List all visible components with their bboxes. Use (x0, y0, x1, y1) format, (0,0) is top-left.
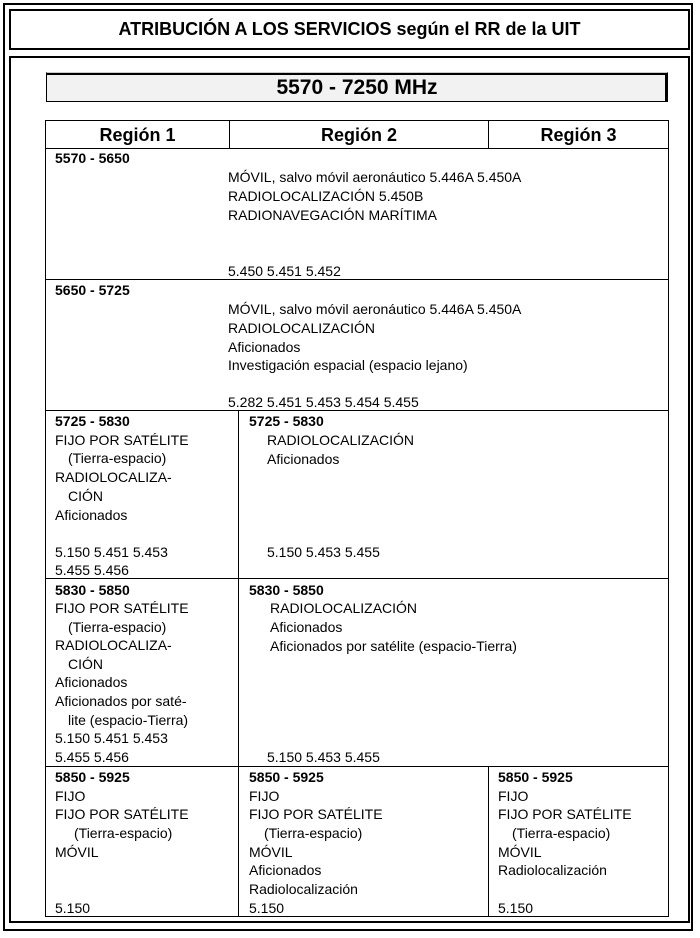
frequency-range: 5830 - 5850 (55, 582, 130, 598)
allocation-line: Investigación espacial (espacio lejano) (228, 357, 468, 373)
allocation-line: RADIONAVEGACIÓN MARÍTIMA (228, 207, 437, 223)
footnotes: 5.282 5.451 5.453 5.454 5.455 (228, 394, 419, 410)
footnotes: 5.455 5.456 (55, 749, 129, 765)
allocation-line: Aficionados (55, 507, 128, 523)
allocation-line: MÓVIL (249, 844, 293, 860)
allocation-line: (Tierra-espacio) (74, 825, 173, 841)
frequency-range: 5570 - 5650 (55, 150, 130, 166)
allocation-line: Radiolocalización (249, 881, 358, 897)
allocation-line: FIJO (498, 788, 529, 804)
allocation-line: FIJO POR SATÉLITE (249, 806, 383, 822)
page-title: ATRIBUCIÓN A LOS SERVICIOS según el RR de la UIT (9, 9, 690, 50)
frequency-range: 5850 - 5925 (55, 769, 130, 785)
allocation-line: Radiolocalización (498, 862, 607, 878)
allocation-line: FIJO POR SATÉLITE (55, 432, 189, 448)
allocation-line: MÓVIL, salvo móvil aeronáutico 5.446A 5.450A (228, 169, 522, 185)
footnotes: 5.150 (498, 900, 534, 916)
allocation-line: MÓVIL (55, 844, 99, 860)
allocation-line: RADIOLOCALIZACIÓN (228, 320, 376, 336)
footnotes: 5.455 5.456 (55, 562, 129, 578)
allocation-line: FIJO POR SATÉLITE (55, 600, 189, 616)
frequency-range: 5650 - 5725 (55, 282, 130, 298)
frequency-range: 5850 - 5925 (249, 769, 324, 785)
allocation-line: Aficionados (267, 451, 340, 467)
footnotes: 5.150 (249, 900, 285, 916)
frequency-range: 5725 - 5830 (249, 413, 324, 429)
allocation-line: FIJO POR SATÉLITE (498, 806, 632, 822)
allocation-line: CIÓN (68, 656, 103, 672)
header-region-2: Región 2 (320, 124, 397, 145)
allocation-line: (Tierra-espacio) (68, 450, 167, 466)
frequency-band-header (46, 72, 668, 102)
allocation-line: CIÓN (68, 488, 103, 504)
header-region-1: Región 1 (99, 124, 176, 145)
allocation-line: lite (espacio-Tierra) (68, 712, 189, 728)
header-region-3: Región 3 (540, 124, 617, 145)
footnotes: 5.150 5.453 5.455 (267, 749, 380, 765)
allocation-line: (Tierra-espacio) (264, 825, 363, 841)
allocation-line: (Tierra-espacio) (512, 825, 611, 841)
allocation-line: RADIOLOCALIZA- (55, 469, 172, 485)
allocation-line: Aficionados por satélite (espacio-Tierra) (270, 638, 517, 654)
allocation-line: MÓVIL, salvo móvil aeronáutico 5.446A 5.450A (228, 301, 522, 317)
allocation-line: MÓVIL (498, 844, 542, 860)
allocation-line: RADIOLOCALIZA- (55, 637, 172, 653)
allocation-line: Aficionados (228, 339, 301, 355)
allocation-line: RADIOLOCALIZACIÓN (267, 432, 415, 448)
allocation-line: (Tierra-espacio) (68, 619, 167, 635)
allocation-line: FIJO (55, 788, 86, 804)
footnotes: 5.450 5.451 5.452 (228, 263, 341, 279)
frequency-range: 5830 - 5850 (249, 582, 324, 598)
allocation-line: RADIOLOCALIZACIÓN (270, 600, 418, 616)
frequency-range: 5725 - 5830 (55, 413, 130, 429)
footnotes: 5.150 5.451 5.453 (55, 544, 168, 560)
allocation-line: Aficionados (55, 674, 128, 690)
allocation-line: Aficionados (249, 862, 322, 878)
allocation-line: Aficionados por saté- (55, 693, 187, 709)
frequency-band-label: 5570 - 7250 MHz (276, 76, 438, 99)
allocation-line: FIJO (249, 788, 280, 804)
allocation-line: RADIOLOCALIZACIÓN 5.450B (228, 188, 424, 204)
footnotes: 5.150 5.451 5.453 (55, 730, 168, 746)
allocation-line: Aficionados (270, 619, 343, 635)
footnotes: 5.150 (55, 900, 91, 916)
frequency-range: 5850 - 5925 (498, 769, 573, 785)
allocation-line: FIJO POR SATÉLITE (55, 806, 189, 822)
footnotes: 5.150 5.453 5.455 (267, 544, 380, 560)
